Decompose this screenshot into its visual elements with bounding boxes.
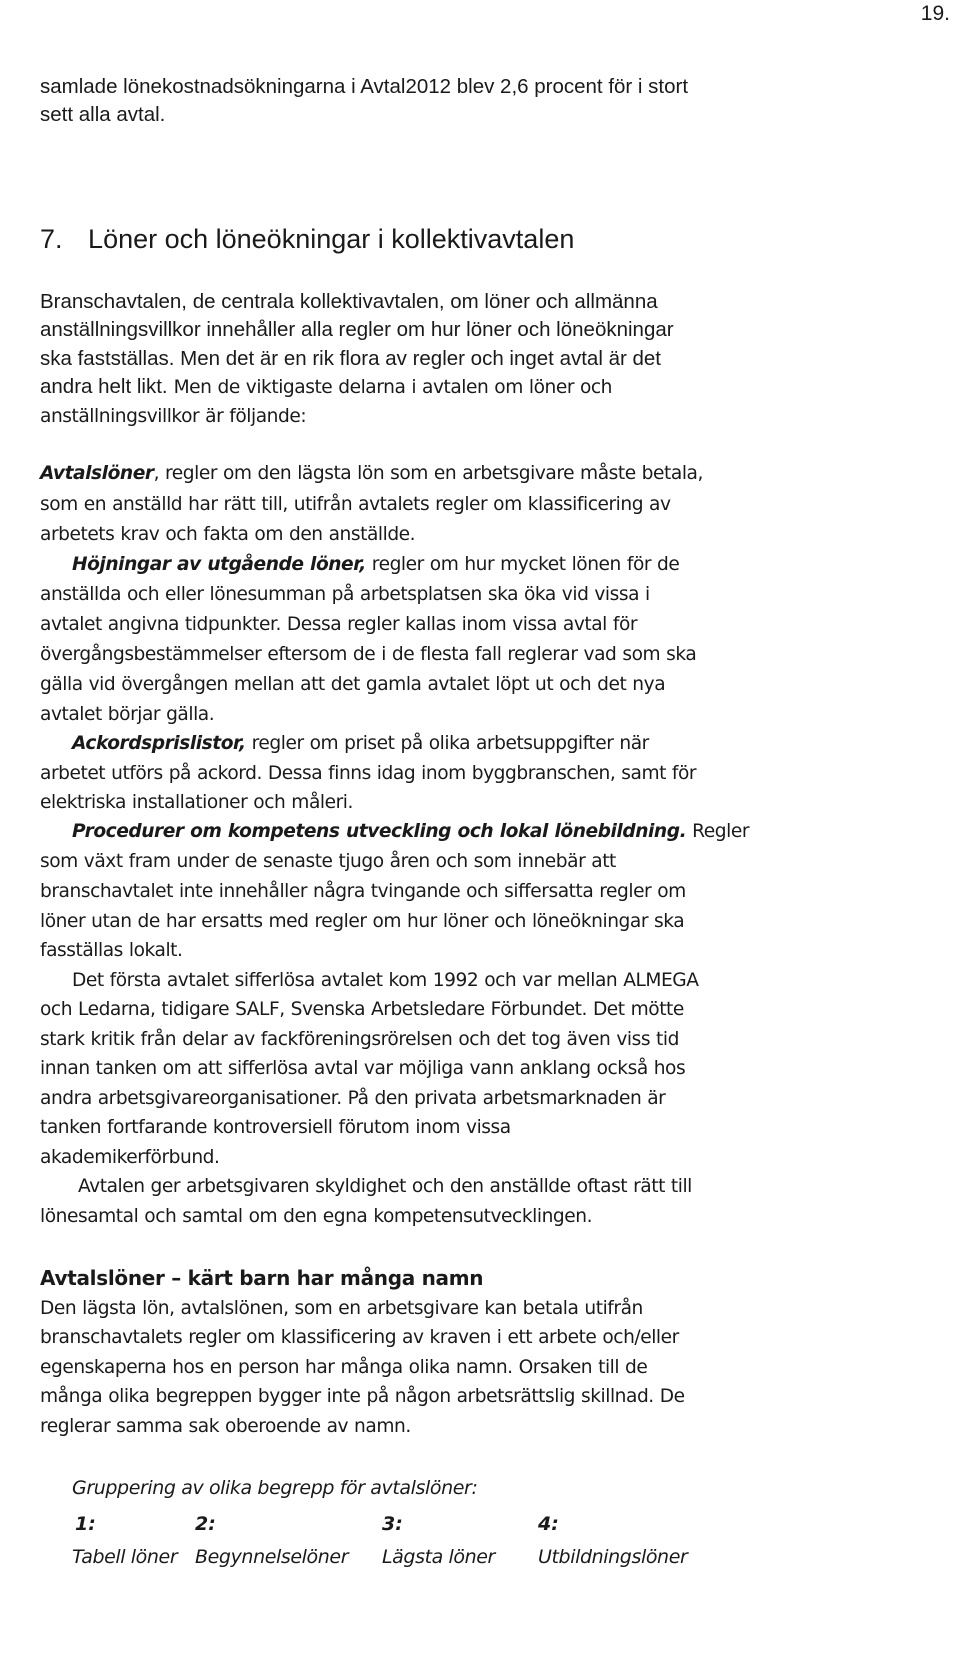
sifferlosa-line-2: och Ledarna, tidigare SALF, Svenska Arbetsledare Förbundet. Det mötte [40,999,684,1020]
procedurer-line-4: löner utan de har ersatts med regler om hur löner och löneökningar ska [40,911,685,932]
avtalsloner-line-1 [40,463,703,484]
hojningar-line-5: gälla vid övergången mellan att det gamla avtalet löpt ut och det nya [40,674,666,695]
sifferlosa-line-1: Det första avtalet sifferlösa avtalet kom 1992 och var mellan ALMEGA [72,970,699,991]
group-3-label: Lägsta löner [382,1546,495,1568]
avtalsloner-line-3: arbetets krav och fakta om den anställde. [40,524,416,545]
avtalsloner-text-1: , regler om den lägsta lön som en arbetsgivare måste betala, [153,463,703,484]
lonesamtal-line-2: lönesamtal och samtal om den egna kompetensutvecklingen. [40,1206,593,1227]
page-number: 19. [920,2,950,25]
avtalsloner-term: Avtalslöner [40,463,154,484]
avtalsloner-line-2: som en anställd har rätt till, utifrån avtalets regler om klassificering av [40,494,671,515]
section-title: Löner och löneökningar i kollektivavtalen [88,224,575,254]
grouping-caption: Gruppering av olika begrepp för avtalslöner: [72,1477,478,1499]
intro-line-2: sett alla avtal. [40,103,166,126]
sifferlosa-line-7: akademikerförbund. [40,1147,220,1168]
group-2-label: Begynnelselöner [195,1546,349,1568]
subsection-line-4: många olika begreppen bygger inte på någon arbetsrättslig skillnad. De [40,1386,685,1407]
group-2-number: 2: [195,1513,216,1535]
ackord-line-1 [72,733,649,754]
subsection-line-2: branschavtalets regler om klassificering av kraven i ett arbete och/eller [40,1327,679,1348]
ackord-line-2: arbetet utförs på ackord. Dessa finns idag inom byggbranschen, samt för [40,763,697,784]
para1-line-4a: andra helt likt. [40,375,168,398]
subsection-line-1: Den lägsta lön, avtalslönen, som en arbetsgivare kan betala utifrån [40,1298,643,1319]
group-4-number: 4: [538,1513,559,1535]
section-heading [40,224,574,255]
hojningar-line-2: anställda och eller lönesumman på arbetsplatsen ska öka vid vissa i [40,584,650,605]
ackord-line-3: elektriska installationer och måleri. [40,792,353,813]
para1-line-5: anställningsvillkor är följande: [40,406,307,427]
subsection-line-3: egenskaperna hos en person har många olika namn. Orsaken till de [40,1357,648,1378]
procedurer-text-1: Regler [686,821,750,842]
hojningar-line-1 [72,554,679,575]
group-3-number: 3: [382,1513,403,1535]
section-number: 7. [40,224,63,254]
intro-line-1: samlade lönekostnadsökningarna i Avtal2012 blev 2,6 procent för i stort [40,75,689,98]
hojningar-text-1: regler om hur mycket lönen för de [365,554,680,575]
group-1-number: 1: [75,1513,96,1535]
para1-line-2: anställningsvillkor innehåller alla regler om hur löner och löneökningar [40,318,674,341]
procedurer-term: Procedurer om kompetens utveckling och lokal lönebildning. [72,821,687,842]
para1-line-3: ska fastställas. Men det är en rik flora av regler och inget avtal är det [40,347,661,370]
ackord-text-1: regler om priset på olika arbetsuppgifter när [245,733,649,754]
lonesamtal-line-1: Avtalen ger arbetsgivaren skyldighet och den anställde oftast rätt till [78,1176,692,1197]
procedurer-line-1 [72,821,749,842]
para1-line-4b: Men de viktigaste delarna i avtalen om löner och [167,377,613,398]
para1-line-4 [40,375,612,399]
procedurer-line-2: som växt fram under de senaste tjugo åren och som innebär att [40,851,616,872]
sifferlosa-line-4: innan tanken om att sifferlösa avtal var möjliga vann anklang också hos [40,1058,686,1079]
group-4-label: Utbildningslöner [538,1546,688,1568]
subsection-line-5: reglerar samma sak oberoende av namn. [40,1416,411,1437]
procedurer-line-3: branschavtalet inte innehåller några tvingande och siffersatta regler om [40,881,686,902]
ackord-term: Ackordsprislistor, [72,733,246,754]
sifferlosa-line-6: tanken fortfarande kontroversiell förutom inom vissa [40,1117,511,1138]
procedurer-line-5: fasställas lokalt. [40,940,183,961]
hojningar-term: Höjningar av utgående löner, [72,554,366,575]
sifferlosa-line-3: stark kritik från delar av fackföreningsrörelsen och det tog även viss tid [40,1029,679,1050]
para1-line-1: Branschavtalen, de centrala kollektivavtalen, om löner och allmänna [40,290,658,313]
group-1-label: Tabell löner [72,1546,178,1568]
hojningar-line-4: övergångsbestämmelser eftersom de i de flesta fall reglerar vad som ska [40,644,697,665]
subsection-title: Avtalslöner – kärt barn har många namn [40,1266,484,1290]
hojningar-line-6: avtalet börjar gälla. [40,704,215,725]
hojningar-line-3: avtalet angivna tidpunkter. Dessa regler kallas inom vissa avtal för [40,614,638,635]
sifferlosa-line-5: andra arbetsgivareorganisationer. På den privata arbetsmarknaden är [40,1088,666,1109]
